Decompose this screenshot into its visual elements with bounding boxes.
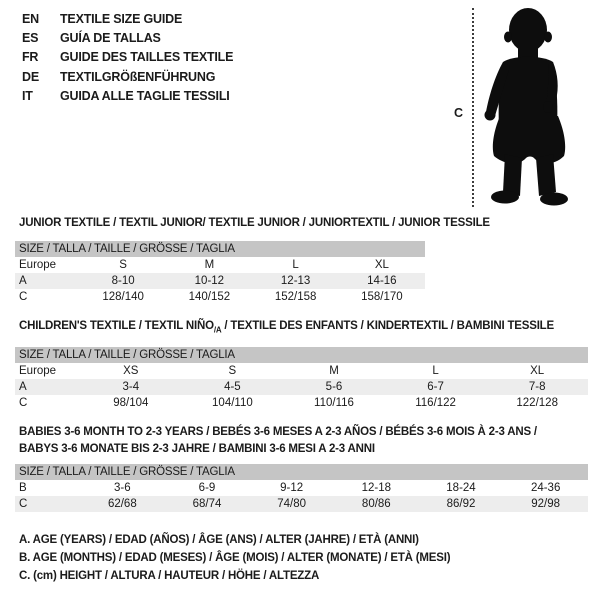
language-label: TEXTILGRÖßENFÜHRUNG: [60, 69, 216, 84]
table-cell: M: [329, 365, 339, 377]
children-title-pre: CHILDREN'S TEXTILE / TEXTIL NIÑO: [19, 320, 214, 332]
height-marker-label: C: [454, 106, 464, 120]
table-cell: 80/86: [361, 498, 391, 510]
table-row: [15, 289, 425, 305]
legend-notes: [19, 531, 450, 586]
table-cell: 140/152: [188, 291, 231, 303]
table-cell: 104/110: [212, 397, 253, 409]
table-row: [15, 395, 588, 411]
language-row: [22, 10, 233, 29]
language-row: [22, 48, 233, 67]
language-code: IT: [22, 88, 33, 103]
table-cell: M: [204, 259, 215, 271]
children-size-table: [15, 347, 588, 411]
table-cell: 86/92: [446, 498, 476, 510]
table-cell: XL: [374, 259, 389, 271]
children-title-post: / TEXTILE DES ENFANTS / KINDERTEXTIL / BAMBINI TESSILE: [221, 320, 554, 332]
note-age-years: A. AGE (YEARS) / EDAD (AÑOS) / ÂGE (ANS) / ALTER (JAHRE) / ETÀ (ANNI): [19, 534, 419, 546]
table-row: [15, 379, 588, 395]
table-cell: 5-6: [325, 381, 343, 393]
children-table-title: [19, 318, 554, 338]
language-row: [22, 68, 233, 87]
table-cell: 74/80: [277, 498, 307, 510]
language-row: [22, 29, 233, 48]
table-cell: 62/68: [107, 498, 137, 510]
table-cell: S: [119, 259, 127, 271]
height-measure-dotted-line: [472, 8, 474, 207]
language-label: GUIDA ALLE TAGLIE TESSILI: [60, 88, 230, 103]
table-row: [15, 496, 588, 512]
note-age-months: B. AGE (MONTHS) / EDAD (MESES) / ÂGE (MOIS) / ALTER (MONATE) / ETÀ (MESI): [19, 552, 451, 565]
table-cell: 12-18: [361, 482, 392, 494]
junior-table-title: JUNIOR TEXTILE / TEXTIL JUNIOR/ TEXTILE JUNIOR / JUNIORTEXTIL / JUNIOR TESSILE: [19, 217, 490, 229]
table-cell: C: [19, 397, 28, 409]
table-cell: 6-9: [198, 482, 216, 494]
language-code: EN: [22, 12, 39, 26]
table-cell: 92/98: [531, 498, 561, 510]
note-height-cm: C. (cm) HEIGHT / ALTURA / HAUTEUR / HÖHE / ALTEZZA: [19, 570, 320, 583]
table-size-header-bar: SIZE / TALLA / TAILLE / GRÖSSE / TAGLIA: [15, 347, 588, 363]
table-cell: 4-5: [224, 381, 241, 393]
table-cell: 98/104: [113, 397, 149, 409]
table-cell: 12-13: [280, 275, 311, 287]
table-cell: L: [292, 259, 299, 271]
table-cell: 128/140: [102, 291, 144, 303]
table-cell: 110/116: [314, 397, 354, 409]
language-label: TEXTILE SIZE GUIDE: [60, 12, 183, 26]
language-row: [22, 87, 233, 106]
table-cell: 6-7: [427, 381, 444, 393]
table-cell: 8-10: [111, 275, 135, 287]
table-cell: Europe: [19, 259, 57, 271]
babies-title-line2: BABYS 3-6 MONATE BIS 2-3 JAHRE / BAMBINI 3-6 MESI A 2-3 ANNI: [19, 443, 375, 455]
table-row: [15, 273, 425, 289]
table-cell: A: [19, 275, 27, 287]
table-cell: 10-12: [194, 275, 225, 287]
table-row: [15, 257, 425, 273]
table-cell: 14-16: [367, 275, 397, 287]
junior-size-table: [15, 241, 425, 305]
language-code: DE: [22, 69, 39, 84]
baby-silhouette-icon: [478, 4, 588, 210]
table-cell: Europe: [19, 365, 57, 377]
language-code: FR: [22, 50, 39, 65]
table-cell: 9-12: [280, 482, 304, 494]
table-cell: 3-4: [122, 381, 140, 393]
table-size-header-bar: SIZE / TALLA / TAILLE / GRÖSSE / TAGLIA: [15, 464, 588, 480]
table-cell: S: [228, 365, 237, 377]
table-cell: A: [19, 381, 27, 393]
language-label: GUÍA DE TALLAS: [60, 31, 161, 46]
table-cell: XL: [530, 365, 545, 377]
table-cell: 24-36: [530, 482, 561, 494]
table-size-header-bar: SIZE / TALLA / TAILLE / GRÖSSE / TAGLIA: [15, 241, 425, 257]
babies-size-table: [15, 464, 588, 512]
table-cell: C: [19, 291, 28, 303]
babies-title-line1: BABIES 3-6 MONTH TO 2-3 YEARS / BEBÉS 3-6 MESES A 2-3 AÑOS / BÉBÉS 3-6 MOIS À 2-3 ANS /: [19, 426, 537, 438]
table-row: [15, 363, 588, 379]
table-cell: 68/74: [192, 498, 222, 510]
table-cell: 3-6: [114, 482, 131, 494]
table-cell: 7-8: [528, 381, 546, 393]
language-list: [22, 10, 233, 106]
table-cell: 158/170: [361, 291, 403, 303]
language-code: ES: [22, 31, 39, 46]
table-row: [15, 480, 588, 496]
table-cell: 18-24: [446, 482, 476, 494]
table-cell: 116/122: [415, 397, 456, 409]
table-cell: B: [19, 482, 27, 494]
table-cell: L: [432, 365, 439, 377]
table-cell: C: [19, 498, 28, 510]
table-cell: 152/158: [274, 291, 317, 303]
table-cell: 122/128: [516, 397, 558, 409]
children-title-sub: /A: [213, 325, 222, 335]
babies-table-title: [19, 424, 537, 458]
table-cell: XS: [123, 365, 139, 377]
language-label: GUIDE DES TAILLES TEXTILE: [60, 50, 234, 65]
